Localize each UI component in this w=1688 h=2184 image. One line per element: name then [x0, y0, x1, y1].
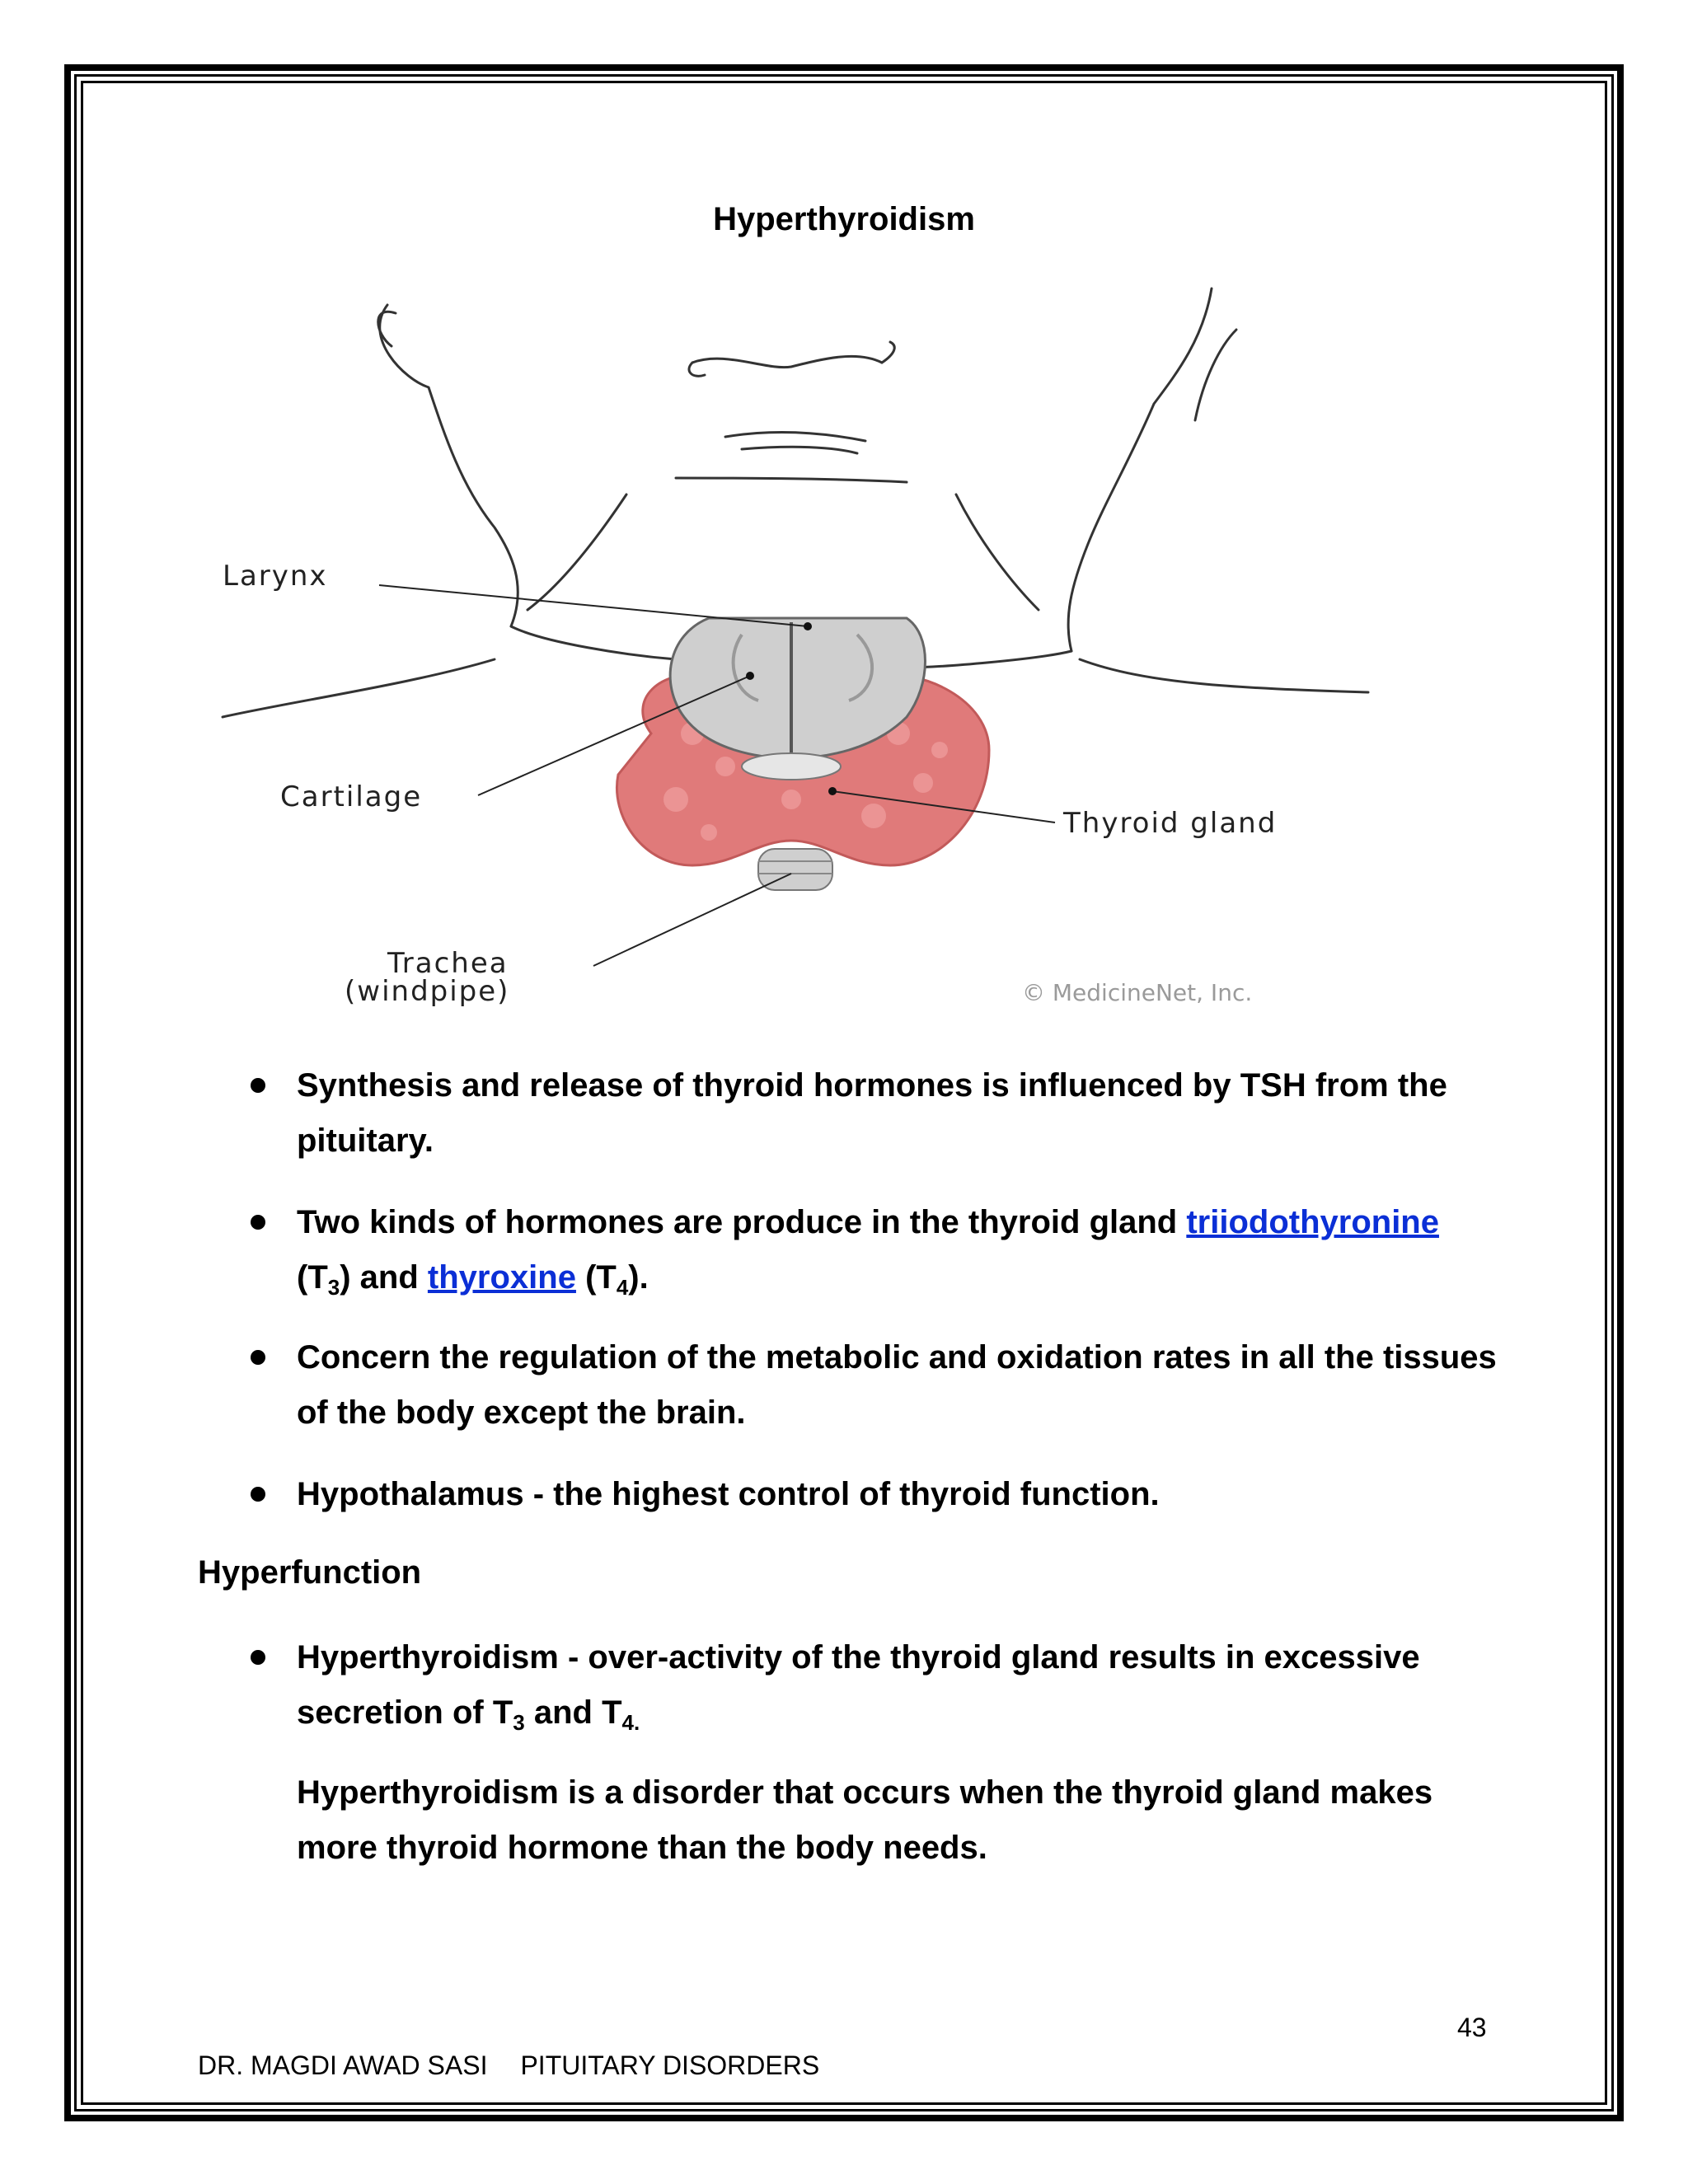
bullet-dot: [251, 1487, 265, 1502]
t3-subscript: 3: [327, 1275, 340, 1300]
t3-subscript: 3: [513, 1710, 525, 1735]
bullet-text: Two kinds of hormones are produce in the thyroid gland: [297, 1204, 1187, 1240]
t3-open: (T: [297, 1259, 328, 1296]
bullet-dot: [251, 1215, 265, 1230]
page-number: 43: [1457, 2013, 1487, 2042]
t4-subscript: 4.: [621, 1710, 640, 1735]
t4-subscript: 4: [616, 1275, 629, 1300]
label-thyroid-gland: Thyroid gland: [1063, 807, 1278, 840]
thyroid-anatomy-figure: [198, 272, 1385, 1022]
t4-open: (T: [575, 1259, 617, 1296]
footer-topic: PITUITARY DISORDERS: [520, 2050, 820, 2080]
bullet-text: Concern the regulation of the metabolic and oxidation rates in all the tissues of the body except the brain.: [297, 1339, 1497, 1431]
page-title: Hyperthyroidism: [713, 201, 975, 237]
figure-credit: © MedicineNet, Inc.: [1022, 979, 1253, 1006]
bullet-dot: [251, 1650, 265, 1665]
page-footer: [198, 2050, 819, 2081]
and-text: ) and: [340, 1259, 428, 1296]
bullet-regulation: [297, 1330, 1500, 1441]
link-triiodothyronine[interactable]: triiodothyronine: [1186, 1204, 1439, 1240]
bullet-dot: [251, 1350, 265, 1365]
label-windpipe: (windpipe): [345, 975, 510, 1008]
label-cartilage: Cartilage: [280, 780, 423, 813]
hyperfunction-heading: Hyperfunction: [198, 1554, 422, 1591]
bullet-hormones: [297, 1195, 1500, 1305]
bullet-hypothalamus: [297, 1467, 1500, 1522]
footer-author: DR. MAGDI AWAD SASI: [198, 2050, 488, 2080]
bullet-tsh: [297, 1058, 1500, 1169]
end-text: ).: [628, 1259, 649, 1296]
and-text: and T: [524, 1694, 622, 1731]
bullet-dot: [251, 1078, 265, 1093]
bullet-text: Synthesis and release of thyroid hormones is influenced by TSH from the pituitary.: [297, 1067, 1447, 1159]
hyperthyroidism-definition: Hyperthyroidism is a disorder that occurs when the thyroid gland makes more thyroid hormone than the body needs.: [297, 1774, 1433, 1866]
bullet-text: Hypothalamus - the highest control of thyroid function.: [297, 1476, 1160, 1512]
label-larynx: Larynx: [223, 560, 328, 593]
label-trachea: Trachea: [387, 947, 509, 980]
link-thyroxine[interactable]: thyroxine: [427, 1259, 576, 1296]
bullet-text: Hyperthyroidism - over-activity of the thyroid gland results in excessive secretion of T: [297, 1639, 1420, 1731]
bullet-hyperthyroidism: [297, 1630, 1500, 1741]
